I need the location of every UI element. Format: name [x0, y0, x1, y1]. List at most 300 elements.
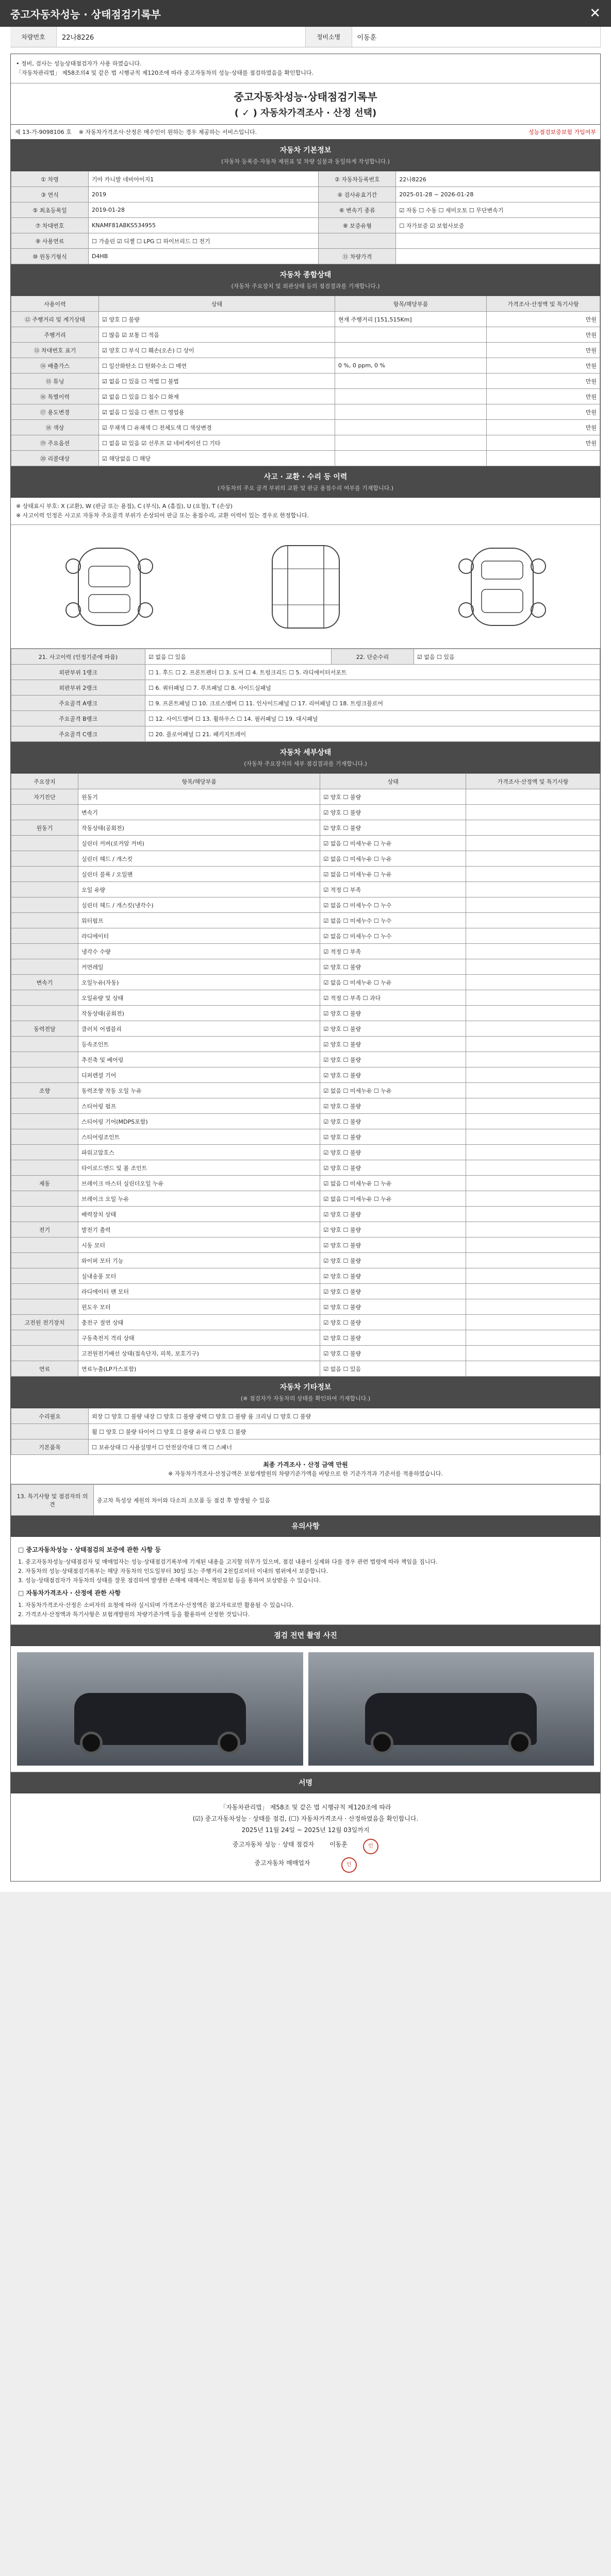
detail-row	[11, 1299, 600, 1315]
status-note: 만원	[487, 327, 600, 343]
accident-history-value: ☑ 없음 ☐ 있음	[145, 649, 332, 665]
status-item: ⑳ 리콜대상	[11, 451, 99, 466]
stamp-icon: 인	[363, 1839, 378, 1854]
basic-label	[319, 233, 396, 249]
rear-photo[interactable]	[308, 1652, 595, 1766]
status-detail	[335, 435, 486, 451]
detail-row	[11, 1037, 600, 1052]
detail-note	[466, 805, 600, 820]
status-note: 만원	[487, 389, 600, 404]
detail-row	[11, 975, 600, 990]
section-status-title: 자동차 종합상태	[279, 271, 332, 279]
detail-note	[466, 913, 600, 928]
detail-part: 커먼레일	[78, 959, 320, 975]
status-item: ⑲ 주요옵션	[11, 435, 99, 451]
document-subtitle: ( ✓ ) 자동차가격조사 · 산정 선택)	[234, 108, 377, 118]
status-state: ☐ 많음 ☑ 보통 ☐ 적음	[99, 327, 335, 343]
section-basic-desc: (자동차 등록증·자동차 제원표 및 차량 실물과 동일하게 작성합니다.)	[221, 158, 390, 165]
detail-state: ☑ 양호 ☐ 불량	[320, 1129, 466, 1145]
detail-row	[11, 1098, 600, 1114]
section-other	[11, 1377, 600, 1408]
basic-value: ☐ 가솔린 ☑ 디젤 ☐ LPG ☐ 하이브리드 ☐ 전기	[89, 233, 319, 249]
detail-category	[11, 1052, 78, 1067]
detail-category	[11, 1207, 78, 1222]
detail-state: ☑ 없음 ☐ 미세누유 ☐ 누유	[320, 975, 466, 990]
other-row	[11, 1409, 600, 1424]
detail-category	[11, 913, 78, 928]
status-note	[487, 451, 600, 466]
detail-category	[11, 944, 78, 959]
section-photos	[11, 1625, 600, 1646]
detail-state: ☑ 양호 ☐ 불량	[320, 1021, 466, 1037]
damage-part-row	[11, 680, 600, 696]
detail-row	[11, 1253, 600, 1268]
status-row	[11, 358, 600, 374]
other-value: 휠 ☐ 양호 ☐ 불량 타이어 ☐ 양호 ☐ 불량 유리 ☐ 양호 ☐ 불량	[89, 1424, 600, 1439]
status-row	[11, 435, 600, 451]
detail-row	[11, 1207, 600, 1222]
notice	[11, 54, 600, 83]
basic-label: ⑨ 사용연료	[11, 233, 89, 249]
detail-category: 제동	[11, 1176, 78, 1191]
signature-block	[11, 1793, 600, 1881]
stamp-icon: 인	[341, 1857, 357, 1873]
detail-row	[11, 897, 600, 913]
detail-category	[11, 805, 78, 820]
status-state: ☑ 없음 ☐ 있음 ☐ 적법 ☐ 불법	[99, 374, 335, 389]
detail-state: ☑ 양호 ☐ 불량	[320, 1222, 466, 1238]
damage-part-row	[11, 711, 600, 726]
detail-row	[11, 1021, 600, 1037]
damage-items: ☐ 20. 플로어패널 ☐ 21. 패키지트레이	[145, 726, 600, 742]
status-table	[11, 296, 600, 466]
basic-label: ② 자동차등록번호	[319, 172, 396, 187]
detail-state: ☑ 양호 ☐ 불량	[320, 1067, 466, 1083]
detail-state: ☑ 없음 ☐ 있음	[320, 1361, 466, 1377]
basic-row	[11, 172, 600, 187]
status-item: ⑯ 특별이력	[11, 389, 99, 404]
basic-label: ⑤ 최초등록일	[11, 202, 89, 218]
final-price-note: ※ 자동차가격조사·산정금액은 보험개발원의 차량기준가액을 바탕으로 한 기준가격과 기준서를 적용하였습니다.	[168, 1470, 443, 1477]
header-bar	[0, 0, 611, 27]
detail-state: ☑ 양호 ☐ 불량	[320, 1037, 466, 1052]
section-status-desc: (자동차 주요장치 및 외관상태 등의 점검결과를 기재합니다.)	[231, 283, 380, 290]
detail-category	[11, 1114, 78, 1129]
page-title: 중고자동차성능 · 상태점검기록부	[10, 8, 161, 21]
detail-part: 와이퍼 모터 기능	[78, 1253, 320, 1268]
detail-note	[466, 1160, 600, 1176]
detail-row	[11, 944, 600, 959]
detail-part: 구동축전지 격리 상태	[78, 1330, 320, 1346]
damage-legend-line-2: ※ 사고이력 인정은 사고로 자동차 주요골격 부위가 손상되어 판금 또는 용접수리, 교환 이력이 있는 경우로 한정합니다.	[16, 512, 309, 519]
detail-row	[11, 1067, 600, 1083]
other-label: 기본품목	[11, 1439, 89, 1455]
status-item: ⑭ 배출가스	[11, 358, 99, 374]
section-sign-title: 서명	[298, 1779, 313, 1787]
detail-row	[11, 1160, 600, 1176]
special-table	[11, 1484, 600, 1516]
terms-heading-2: □ 자동차가격조사 · 산정에 관한 사항	[18, 1589, 121, 1597]
detail-part: 실린더 커버(로커암 커버)	[78, 836, 320, 851]
car-diagram	[11, 525, 600, 649]
detail-state: ☑ 양호 ☐ 불량	[320, 1238, 466, 1253]
detail-part: 실린더 블록 / 오일팬	[78, 867, 320, 882]
status-note: 만원	[487, 420, 600, 435]
detail-note	[466, 851, 600, 867]
detail-category	[11, 1299, 78, 1315]
basic-value: 22나8226	[396, 172, 600, 187]
basic-value	[396, 233, 600, 249]
detail-row	[11, 1083, 600, 1098]
notice-line-1: • 정비, 검사는 성능상태점검자가 사용 하였습니다.	[16, 60, 142, 67]
basic-label: ⑦ 차대번호	[11, 218, 89, 233]
detail-header-3: 상태	[320, 774, 466, 789]
detail-state: ☑ 양호 ☐ 불량	[320, 1253, 466, 1268]
other-row	[11, 1424, 600, 1439]
detail-category: 조향	[11, 1083, 78, 1098]
detail-part: 충전구 절연 상태	[78, 1315, 320, 1330]
status-item: ⑫ 주행거리 및 계기상태	[11, 312, 99, 327]
detail-state: ☑ 양호 ☐ 불량	[320, 1207, 466, 1222]
detail-note	[466, 959, 600, 975]
detail-part: 연료누출(LP가스포함)	[78, 1361, 320, 1377]
detail-part: 오일유량 및 상태	[78, 990, 320, 1006]
detail-row	[11, 1222, 600, 1238]
status-note: 만원	[487, 358, 600, 374]
basic-label: ⑪ 차량가격	[319, 249, 396, 264]
detail-state: ☑ 없음 ☐ 미세누유 ☐ 누유	[320, 1191, 466, 1207]
detail-state: ☑ 없음 ☐ 미세누수 ☐ 누수	[320, 913, 466, 928]
section-detail-title: 자동차 세부상태	[279, 749, 332, 757]
detail-part: 워터펌프	[78, 913, 320, 928]
basic-value: ☑ 자동 ☐ 수동 ☐ 세미오토 ☐ 무단변속기	[396, 202, 600, 218]
detail-part: 라디에이터 팬 모터	[78, 1284, 320, 1299]
detail-note	[466, 882, 600, 897]
detail-category: 변속기	[11, 975, 78, 990]
special-label: 13. 특기사항 및 점검자의 의견	[11, 1485, 94, 1516]
status-item: ⑮ 튜닝	[11, 374, 99, 389]
detail-note	[466, 1145, 600, 1160]
detail-note	[466, 1129, 600, 1145]
section-damage-title: 사고 · 교환 · 수리 등 이력	[263, 473, 348, 481]
front-photo[interactable]	[17, 1652, 303, 1766]
detail-part: 스티어링 기어(MDPS포함)	[78, 1114, 320, 1129]
section-other-desc: (※ 점검자가 자동차의 상태를 확인하여 기재합니다.)	[240, 1395, 371, 1402]
status-state: ☑ 양호 ☐ 부식 ☐ 훼손(오손) ☐ 상이	[99, 343, 335, 358]
damage-part-row	[11, 665, 600, 680]
status-state: ☐ 없음 ☑ 있음 ☑ 선루프 ☑ 네비게이션 ☐ 기타	[99, 435, 335, 451]
detail-category	[11, 1067, 78, 1083]
basic-value: 2019-01-28	[89, 202, 319, 218]
car-rear-outline	[443, 538, 562, 636]
damage-legend-line-1: ※ 상태표시 부호: X (교환), W (판금 또는 용접), C (부식), A (흠집), U (요철), T (손상)	[16, 503, 233, 510]
status-detail	[335, 389, 486, 404]
detail-part: 고전원전기배선 상태(접속단자, 피복, 보호기구)	[78, 1346, 320, 1361]
section-sign	[11, 1772, 600, 1793]
detail-state: ☑ 적정 ☐ 부족	[320, 882, 466, 897]
detail-note	[466, 1114, 600, 1129]
detail-note	[466, 1098, 600, 1114]
detail-state: ☑ 양호 ☐ 불량	[320, 1284, 466, 1299]
detail-state: ☑ 양호 ☐ 불량	[320, 1052, 466, 1067]
other-label: 수리필요	[11, 1409, 89, 1424]
checker-row	[19, 1839, 592, 1854]
detail-row	[11, 882, 600, 897]
detail-part: 작동상태(공회전)	[78, 820, 320, 836]
status-item: 주행거리	[11, 327, 99, 343]
status-state: ☑ 해당없음 ☐ 해당	[99, 451, 335, 466]
detail-part: 배력장치 상태	[78, 1207, 320, 1222]
detail-state: ☑ 없음 ☐ 미세누유 ☐ 누유	[320, 1083, 466, 1098]
detail-category	[11, 1346, 78, 1361]
detail-category: 동력전달	[11, 1021, 78, 1037]
checker-label: 중고자동차 성능 · 상태 점검자	[233, 1841, 315, 1848]
other-label	[11, 1424, 89, 1439]
other-row	[11, 1439, 600, 1455]
basic-value: ☐ 자가보증 ☑ 보험사보증	[396, 218, 600, 233]
detail-row	[11, 789, 600, 805]
detail-state: ☑ 양호 ☐ 불량	[320, 789, 466, 805]
detail-part: 실내송풍 모터	[78, 1268, 320, 1284]
basic-value: KNAMF81ABKS534955	[89, 218, 319, 233]
section-terms-title: 유의사항	[291, 1522, 320, 1531]
detail-state: ☑ 없음 ☐ 미세누유 ☐ 누유	[320, 867, 466, 882]
detail-row	[11, 1268, 600, 1284]
close-icon[interactable]: ✕	[589, 6, 601, 21]
detail-category	[11, 959, 78, 975]
basic-info-table	[11, 171, 600, 264]
detail-note	[466, 1284, 600, 1299]
detail-note	[466, 990, 600, 1006]
detail-category	[11, 1268, 78, 1284]
detail-state: ☑ 없음 ☐ 미세누수 ☐ 누수	[320, 897, 466, 913]
status-detail	[335, 420, 486, 435]
section-detail-desc: (자동차 주요장치의 세부 점검결과를 기재합니다.)	[244, 760, 367, 767]
status-row	[11, 451, 600, 466]
detail-state: ☑ 양호 ☐ 불량	[320, 1114, 466, 1129]
detail-note	[466, 1346, 600, 1361]
detail-part: 스티어링조인트	[78, 1129, 320, 1145]
document-number-row	[11, 125, 600, 140]
detail-note	[466, 1037, 600, 1052]
terms-para-5: 2. 가격조사·산정액과 특기사항은 보험개발원의 차량기준가액 등을 활용하여 산정한 것입니다.	[18, 1611, 250, 1618]
detail-header-1: 주요장치	[11, 774, 78, 789]
detail-part: 오일 유량	[78, 882, 320, 897]
document-title: 중고자동차성능·상태점검기록부	[234, 91, 377, 103]
detail-note	[466, 836, 600, 851]
simple-repair-label: 22. 단순수리	[331, 649, 414, 665]
basic-value: 2025-01-28 ~ 2026-01-28	[396, 187, 600, 202]
detail-row	[11, 1114, 600, 1129]
status-item: ⑱ 색상	[11, 420, 99, 435]
detail-row	[11, 836, 600, 851]
detail-category	[11, 1191, 78, 1207]
detail-note	[466, 1315, 600, 1330]
detail-state: ☑ 없음 ☐ 미세누수 ☐ 누수	[320, 928, 466, 944]
damage-rank: 주요골격 C랭크	[11, 726, 145, 742]
document-title-block	[11, 83, 600, 125]
detail-note	[466, 1299, 600, 1315]
detail-note	[466, 1176, 600, 1191]
status-item: ⑰ 용도변경	[11, 404, 99, 420]
basic-label: ⑥ 변속기 종류	[319, 202, 396, 218]
detail-state: ☑ 없음 ☐ 미세누유 ☐ 누유	[320, 836, 466, 851]
detail-category	[11, 1330, 78, 1346]
detail-note	[466, 975, 600, 990]
info-label-2: 정비소명	[306, 27, 352, 47]
status-header-4: 가격조사·산정액 및 특기사항	[487, 296, 600, 312]
detail-part: 동력조향 작동 오일 누유	[78, 1083, 320, 1098]
detail-part: 스티어링 펌프	[78, 1098, 320, 1114]
damage-part-row	[11, 726, 600, 742]
status-detail	[335, 327, 486, 343]
dealer-label: 중고자동차 매매업자	[254, 1859, 310, 1867]
basic-row	[11, 249, 600, 264]
status-detail	[335, 374, 486, 389]
sign-line-2: (☑) 중고자동차성능 · 상태를 점검, (☐) 자동차가격조사 · 산정하였음을 확인합니다.	[192, 1815, 419, 1822]
terms-heading-1: □ 중고자동차성능 · 상태점검의 보증에 관한 사항 등	[18, 1546, 161, 1553]
status-row	[11, 327, 600, 343]
damage-rank: 외판부위 1랭크	[11, 665, 145, 680]
detail-row	[11, 1052, 600, 1067]
basic-value: D4HB	[89, 249, 319, 264]
basic-label: ⑧ 보증유형	[319, 218, 396, 233]
status-item: ⑬ 차대번호 표기	[11, 343, 99, 358]
status-detail	[335, 343, 486, 358]
detail-category	[11, 1253, 78, 1268]
status-header-1: 사용이력	[11, 296, 99, 312]
other-value: 외장 ☐ 양호 ☐ 불량 내장 ☐ 양호 ☐ 불량 광택 ☐ 양호 ☐ 불량 룸 크리닝 ☐ 양호 ☐ 불량	[89, 1409, 600, 1424]
insurance-note: 성능점검보증보험 가입여부	[528, 129, 596, 135]
damage-table	[11, 649, 600, 742]
detail-row	[11, 1176, 600, 1191]
detail-part: 라디에이터	[78, 928, 320, 944]
detail-state: ☑ 양호 ☐ 불량	[320, 1299, 466, 1315]
detail-note	[466, 897, 600, 913]
detail-category	[11, 1098, 78, 1114]
detail-note	[466, 1268, 600, 1284]
detail-note	[466, 1021, 600, 1037]
detail-row	[11, 1346, 600, 1361]
section-photos-title: 점검 전면 촬영 사진	[274, 1632, 337, 1640]
basic-label: ⑩ 원동기형식	[11, 249, 89, 264]
detail-state: ☑ 양호 ☐ 불량	[320, 959, 466, 975]
detail-row	[11, 959, 600, 975]
detail-category	[11, 867, 78, 882]
detail-category: 고전원 전기장치	[11, 1315, 78, 1330]
detail-row	[11, 867, 600, 882]
terms-para-1: 1. 중고자동차성능·상태점검자 및 매매업자는 성능·상태점검기록부에 기재된 내용을 고지할 의무가 있으며, 점검 내용이 실제와 다를 경우 관련 법령에 따라 책임을 집니다.	[18, 1558, 438, 1565]
basic-row	[11, 233, 600, 249]
status-row	[11, 389, 600, 404]
detail-category	[11, 882, 78, 897]
damage-items: ☐ 9. 프론트패널 ☐ 10. 크로스멤버 ☐ 11. 인사이드패널 ☐ 17. 리어패널 ☐ 18. 트렁크플로어	[145, 696, 600, 711]
detail-note	[466, 1238, 600, 1253]
terms-para-3: 3. 성능·상태점검자가 자동차의 상태를 잘못 점검하여 발생한 손해에 대해서는 책임보험 등을 통하여 보상받을 수 있습니다.	[18, 1577, 321, 1584]
status-row	[11, 312, 600, 327]
detail-state: ☑ 양호 ☐ 불량	[320, 1160, 466, 1176]
dealer-row	[19, 1857, 592, 1873]
terms-para-2: 2. 자동차의 성능·상태점검기록부는 해당 자동차의 인도일부터 30일 또는 주행거리 2천킬로미터 이내의 범위에서 보증합니다.	[18, 1568, 328, 1574]
car-underbody-outline	[246, 538, 365, 636]
detail-row	[11, 1284, 600, 1299]
section-basic	[11, 140, 600, 171]
detail-row	[11, 990, 600, 1006]
detail-note	[466, 820, 600, 836]
detail-part: 실린더 헤드 / 개스킷(냉각수)	[78, 897, 320, 913]
detail-note	[466, 1067, 600, 1083]
detail-category	[11, 1160, 78, 1176]
detail-part: 브레이크 오일 누유	[78, 1191, 320, 1207]
detail-state: ☑ 양호 ☐ 불량	[320, 1315, 466, 1330]
detail-part: 실린더 헤드 / 개스킷	[78, 851, 320, 867]
detail-category	[11, 1238, 78, 1253]
detail-state: ☑ 양호 ☐ 불량	[320, 1145, 466, 1160]
special-value: 중고차 특성상 제원의 차이와 다소의 소모품 등 점검 후 발생될 수 있음	[94, 1485, 600, 1516]
detail-row	[11, 851, 600, 867]
detail-state: ☑ 양호 ☐ 불량	[320, 1346, 466, 1361]
detail-row	[11, 1191, 600, 1207]
section-status	[11, 264, 600, 296]
detail-part: 발전기 출력	[78, 1222, 320, 1238]
final-price	[11, 1455, 600, 1484]
detail-category	[11, 897, 78, 913]
status-note: 만원	[487, 312, 600, 327]
detail-category	[11, 1145, 78, 1160]
terms-para-4: 1. 자동차가격조사·산정은 소비자의 요청에 따라 실시되며 가격조사·산정액은 참고자료로만 활용될 수 있습니다.	[18, 1602, 294, 1608]
detail-note	[466, 1330, 600, 1346]
info-value-2: 이동훈	[352, 27, 601, 47]
basic-row	[11, 187, 600, 202]
status-detail: 0 %, 0 ppm, 0 %	[335, 358, 486, 374]
detail-row	[11, 805, 600, 820]
status-note: 만원	[487, 404, 600, 420]
detail-table	[11, 773, 600, 1377]
detail-category	[11, 928, 78, 944]
section-basic-title: 자동차 기본정보	[279, 146, 332, 155]
detail-state: ☑ 없음 ☐ 미세누유 ☐ 누유	[320, 851, 466, 867]
detail-note	[466, 789, 600, 805]
status-header-3: 항목/해당부품	[335, 296, 486, 312]
final-price-title: 최종 가격조사 · 산정 금액 만원	[263, 1461, 348, 1468]
status-row	[11, 374, 600, 389]
sign-line-1: 「자동차관리법」 제58조 및 같은 법 시행규칙 제120조에 따라	[220, 1804, 391, 1811]
damage-part-row	[11, 696, 600, 711]
detail-state: ☑ 양호 ☐ 불량	[320, 1098, 466, 1114]
detail-row	[11, 1330, 600, 1346]
detail-state: ☑ 적정 ☐ 부족	[320, 944, 466, 959]
other-table	[11, 1408, 600, 1455]
status-detail: 현재 주행거리 [151,515Km]	[335, 312, 486, 327]
status-note: 만원	[487, 435, 600, 451]
detail-part: 클러치 어셈블리	[78, 1021, 320, 1037]
basic-value: 2019	[89, 187, 319, 202]
damage-legend	[11, 498, 600, 525]
detail-row	[11, 1238, 600, 1253]
damage-items: ☐ 12. 사이드멤버 ☐ 13. 휠하우스 ☐ 14. 필러패널 ☐ 19. 대시패널	[145, 711, 600, 726]
status-detail	[335, 404, 486, 420]
detail-row	[11, 1129, 600, 1145]
sign-date: 2025년 11월 24일 ~ 2025년 12월 03일까지	[241, 1826, 370, 1834]
section-detail	[11, 742, 600, 773]
photo-row	[11, 1646, 600, 1772]
detail-state: ☑ 양호 ☐ 불량	[320, 1330, 466, 1346]
damage-rank: 주요골격 A랭크	[11, 696, 145, 711]
detail-part: 추진축 및 베어링	[78, 1052, 320, 1067]
notice-line-2: 「자동차관리법」 제58조의4 및 같은 법 시행규칙 제120조에 따라 중고자동차의 성능·상태를 점검하였음을 확인합니다.	[16, 70, 313, 76]
detail-part: 냉각수 수량	[78, 944, 320, 959]
detail-part: 윈도우 모터	[78, 1299, 320, 1315]
